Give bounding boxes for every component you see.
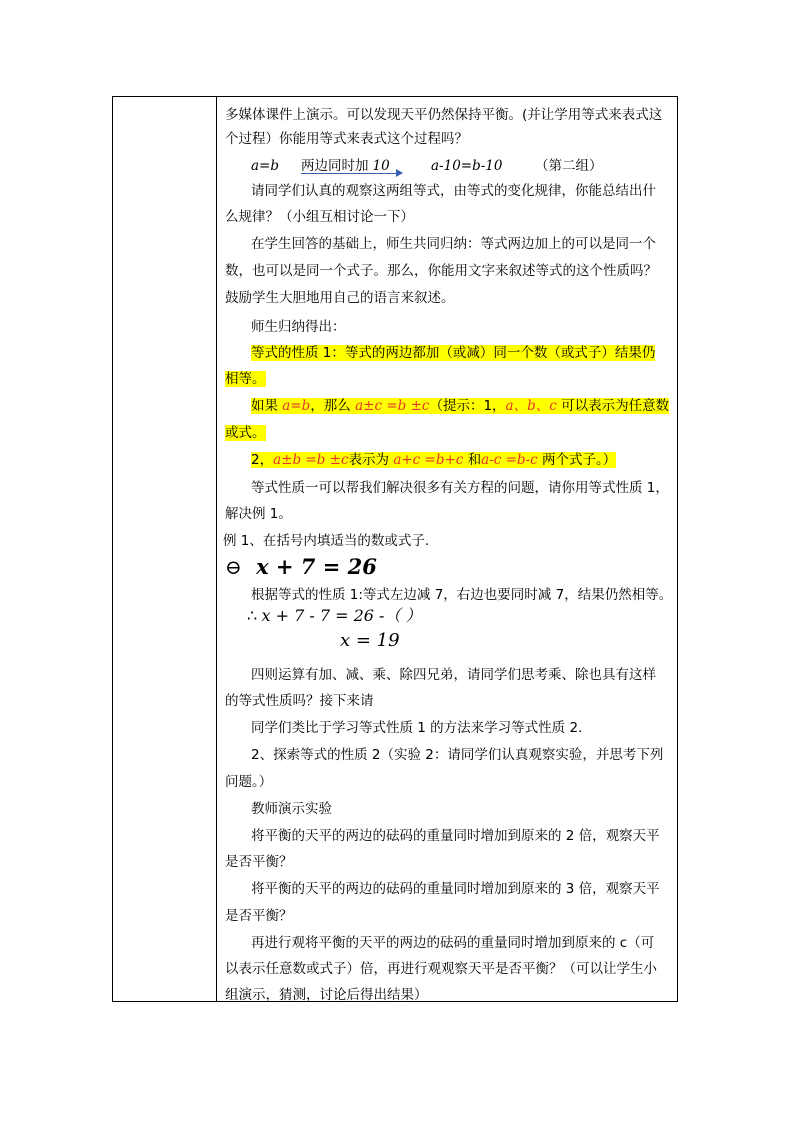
text-if: 如果 <box>251 398 278 414</box>
property-1-statement <box>251 343 655 363</box>
example-equation <box>225 552 377 585</box>
equation: x + 7 - 7 = 26 -（ ） <box>261 606 422 625</box>
text-line: 同学们类比于学习等式性质 1 的方法来学习等式性质 2. <box>251 720 583 736</box>
property-1-formula <box>251 396 669 416</box>
text-line: 以表示任意数或式子）倍，再进行观观察天平是否平衡？（可以让学生小 <box>225 961 657 977</box>
text-line: 组演示，猜测，讨论后得出结果） <box>225 987 428 1003</box>
text-line: 四则运算有加、减、乘、除四兄弟，请同学们思考乘、除也具有这样 <box>251 667 656 683</box>
formula: a+c =b+c <box>393 452 464 468</box>
equation-result <box>431 156 502 176</box>
text-line: 解决例 1。 <box>225 506 292 522</box>
text-then: ，那么 <box>310 398 351 414</box>
solution-step <box>247 603 422 630</box>
group-label: （第二组） <box>535 158 603 174</box>
equation-a-b <box>251 156 279 176</box>
property-1-statement-end <box>225 369 266 389</box>
highlighted-text: 等式的性质 1：等式的两边都加（或减）同一个数（或式子）结果仍 <box>251 345 656 361</box>
formula: a±c =b ±c <box>355 398 430 414</box>
property-1-formula-end <box>225 423 266 443</box>
solution-result <box>340 628 400 655</box>
text-hint-end: 可以表示为任意数 <box>561 398 670 414</box>
example-title: 例 1、在括号内填适当的数或式子. <box>223 533 430 549</box>
text-line: 根据等式的性质 1:等式左边减 7，右边也要同时减 7，结果仍然相等。 <box>251 587 673 603</box>
text-line: 数，也可以是同一个式子。那么，你能用文字来叙述等式的这个性质吗？ <box>225 263 657 279</box>
text-line: 问题。） <box>225 774 273 790</box>
text-line: 等式性质一可以帮我们解决很多有关方程的问题，请你用等式性质 1， <box>251 480 669 496</box>
formula: a、b、c <box>505 398 557 414</box>
text-end: 两个式子。） <box>542 452 617 468</box>
label-text: 两边同时加 <box>301 158 369 174</box>
text-line: 将平衡的天平的两边的砝码的重量同时增加到原来的 2 倍，观察天平 <box>251 828 660 844</box>
text-line: 将平衡的天平的两边的砝码的重量同时增加到原来的 3 倍，观察天平 <box>251 881 660 897</box>
text-means: 表示为 <box>348 452 390 468</box>
formula: a-c =b-c <box>481 452 538 468</box>
text-line: 2、探索等式的性质 2（实验 2：请同学们认真观察实验，并思考下列 <box>251 747 664 763</box>
text-line: 的等式性质吗？接下来请 <box>225 693 374 709</box>
text-num: 2， <box>251 452 274 468</box>
lesson-table <box>112 96 678 1002</box>
highlighted-text: 或式。 <box>225 425 266 441</box>
formula: a=b <box>282 398 311 414</box>
label-number: 10 <box>372 158 390 174</box>
circled-number-icon: ⊖ <box>225 555 242 579</box>
text-and: 和 <box>467 452 482 468</box>
text-line: 鼓励学生大胆地用自己的语言来叙述。 <box>225 290 455 306</box>
therefore-icon: ∴ <box>247 606 258 625</box>
arrow-icon <box>301 173 401 175</box>
equation: x + 7 = 26 <box>256 554 377 579</box>
text-line: 请同学们认真的观察这两组等式，由等式的变化规律，你能总结出什 <box>251 183 656 199</box>
text-hint: （提示：1， <box>429 398 506 414</box>
text-line: 是否平衡？ <box>225 854 293 870</box>
eq-left: a=b <box>251 158 280 174</box>
highlighted-text: 相等。 <box>225 371 266 387</box>
text-line: 多媒体课件上演示。可以发现天平仍然保持平衡。(并让学用等式来表式这 <box>225 107 663 123</box>
text-line: 是否平衡？ <box>225 908 293 924</box>
equation: x = 19 <box>340 630 400 651</box>
text-line: 个过程）你能用等式来表式这个过程吗？ <box>225 131 468 147</box>
text-line: 师生归纳得出： <box>251 319 346 335</box>
property-1-note <box>251 450 616 470</box>
text-line: 教师演示实验 <box>251 801 332 817</box>
text-line: 在学生回答的基础上，师生共同归纳：等式两边加上的可以是同一个 <box>251 236 656 252</box>
text-line: 再进行观将平衡的天平的两边的砝码的重量同时增加到原来的 c（可 <box>251 935 655 951</box>
text-line: 么规律？（小组互相讨论一下） <box>225 209 414 225</box>
left-column-cell <box>113 97 217 1001</box>
formula: a±b =b ±c <box>273 452 349 468</box>
eq-right: a-10=b-10 <box>431 158 503 174</box>
content-cell <box>217 97 677 1001</box>
